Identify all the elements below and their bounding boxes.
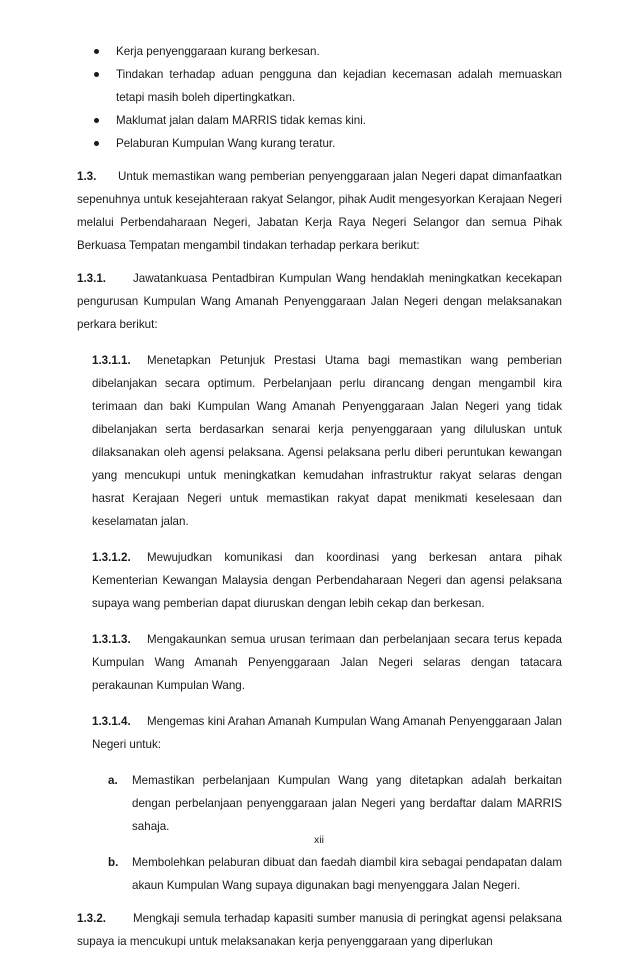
section-1-3-paragraph <box>77 165 562 257</box>
item-text: Memastikan perbelanjaan Kumpulan Wang yang ditetapkan adalah berkaitan dengan perbelanjaan penyenggaraan jalan Negeri yang berdaftar dalam MARRIS sahaja. <box>132 774 562 833</box>
bullet-item <box>77 40 562 63</box>
section-1-3-2-paragraph <box>77 907 562 953</box>
section-number: 1.3.1. <box>77 272 107 285</box>
section-1-3-1-2-paragraph <box>92 546 562 615</box>
item-text: Membolehkan pelaburan dibuat dan faedah diambil kira sebagai pendapatan dalam akaun Kumpulan Wang supaya digunakan bagi menyenggara Jalan Negeri. <box>132 856 562 892</box>
section-text: Mengemas kini Arahan Amanah Kumpulan Wang Amanah Penyenggaraan Jalan Negeri untuk: <box>92 715 562 751</box>
section-text: Mengakaunkan semua urusan terimaan dan perbelanjaan secara terus kepada Kumpulan Wang Amanah Penyenggaraan Jalan Negeri selaras dengan tatacara perakaunan Kumpulan Wang. <box>92 633 562 692</box>
bullet-item <box>77 109 562 132</box>
item-letter: a. <box>108 774 118 787</box>
page-number: xii <box>314 834 324 846</box>
section-text: Jawatankuasa Pentadbiran Kumpulan Wang hendaklah meningkatkan kecekapan pengurusan Kumpulan Wang Amanah Penyenggaraan Jalan Negeri dengan melaksanakan perkara berikut: <box>77 272 562 331</box>
bullet-item <box>77 132 562 155</box>
bullet-text: Tindakan terhadap aduan pengguna dan kejadian kecemasan adalah memuaskan tetapi masih boleh dipertingkatkan. <box>116 68 562 104</box>
bullet-dot-icon <box>94 118 99 123</box>
section-number: 1.3.1.1. <box>92 354 131 367</box>
section-number: 1.3.1.3. <box>92 633 131 646</box>
section-number: 1.3.2. <box>77 912 107 925</box>
list-item-a <box>92 769 562 838</box>
bullet-dot-icon <box>94 141 99 146</box>
section-number: 1.3. <box>77 170 97 183</box>
section-number: 1.3.1.4. <box>92 715 131 728</box>
bullet-item <box>77 63 562 109</box>
section-1-3-1-3-paragraph <box>92 628 562 697</box>
section-1-3-1-1-paragraph <box>92 349 562 533</box>
bullet-text: Kerja penyenggaraan kurang berkesan. <box>116 45 320 58</box>
section-1-3-1-paragraph <box>77 267 562 336</box>
section-number: 1.3.1.2. <box>92 551 131 564</box>
subsection-block <box>77 349 562 897</box>
item-letter: b. <box>108 856 119 869</box>
list-item-b <box>92 851 562 897</box>
document-page <box>77 40 562 953</box>
bullet-dot-icon <box>94 72 99 77</box>
section-text: Mewujudkan komunikasi dan koordinasi yang berkesan antara pihak Kementerian Kewangan Malaysia dengan Perbendaharaan Negeri dan agensi pelaksana supaya wang pemberian dapat diuruskan dengan lebih cekap dan berkesan. <box>92 551 562 610</box>
bullet-text: Maklumat jalan dalam MARRIS tidak kemas kini. <box>116 114 366 127</box>
section-1-3-1-4-paragraph <box>92 710 562 756</box>
section-text: Menetapkan Petunjuk Prestasi Utama bagi memastikan wang pemberian dibelanjakan secara optimum. Perbelanjaan perlu dirancang dengan mengambil kira terimaan dan baki Kumpulan Wang Amanah Penyenggaraan Jalan Negeri yang tidak dibelanjakan serta berdasarkan senarai kerja penyenggaraan yang diluluskan untuk dilaksanakan oleh agensi pelaksana. Agensi pelaksana perlu diberi peruntukan kewangan yang mencukupi untuk meningkatkan kemudahan infrastruktur rakyat selaras dengan hasrat Kerajaan Negeri untuk memastikan rakyat dapat menikmati keselesaan dan keselamatan jalan. <box>92 354 562 528</box>
bullet-text: Pelaburan Kumpulan Wang kurang teratur. <box>116 137 336 150</box>
finding-bullet-list <box>77 40 562 155</box>
section-text: Untuk memastikan wang pemberian penyenggaraan jalan Negeri dapat dimanfaatkan sepenuhnya untuk kesejahteraan rakyat Selangor, pihak Audit mengesyorkan Kerajaan Negeri melalui Perbendaharaan Negeri, Jabatan Kerja Raya Negeri Selangor dan semua Pihak Berkuasa Tempatan mengambil tindakan terhadap perkara berikut: <box>77 170 562 252</box>
section-text: Mengkaji semula terhadap kapasiti sumber manusia di peringkat agensi pelaksana supaya ia mencukupi untuk melaksanakan kerja penyenggaraan yang diperlukan <box>77 912 562 948</box>
bullet-dot-icon <box>94 49 99 54</box>
